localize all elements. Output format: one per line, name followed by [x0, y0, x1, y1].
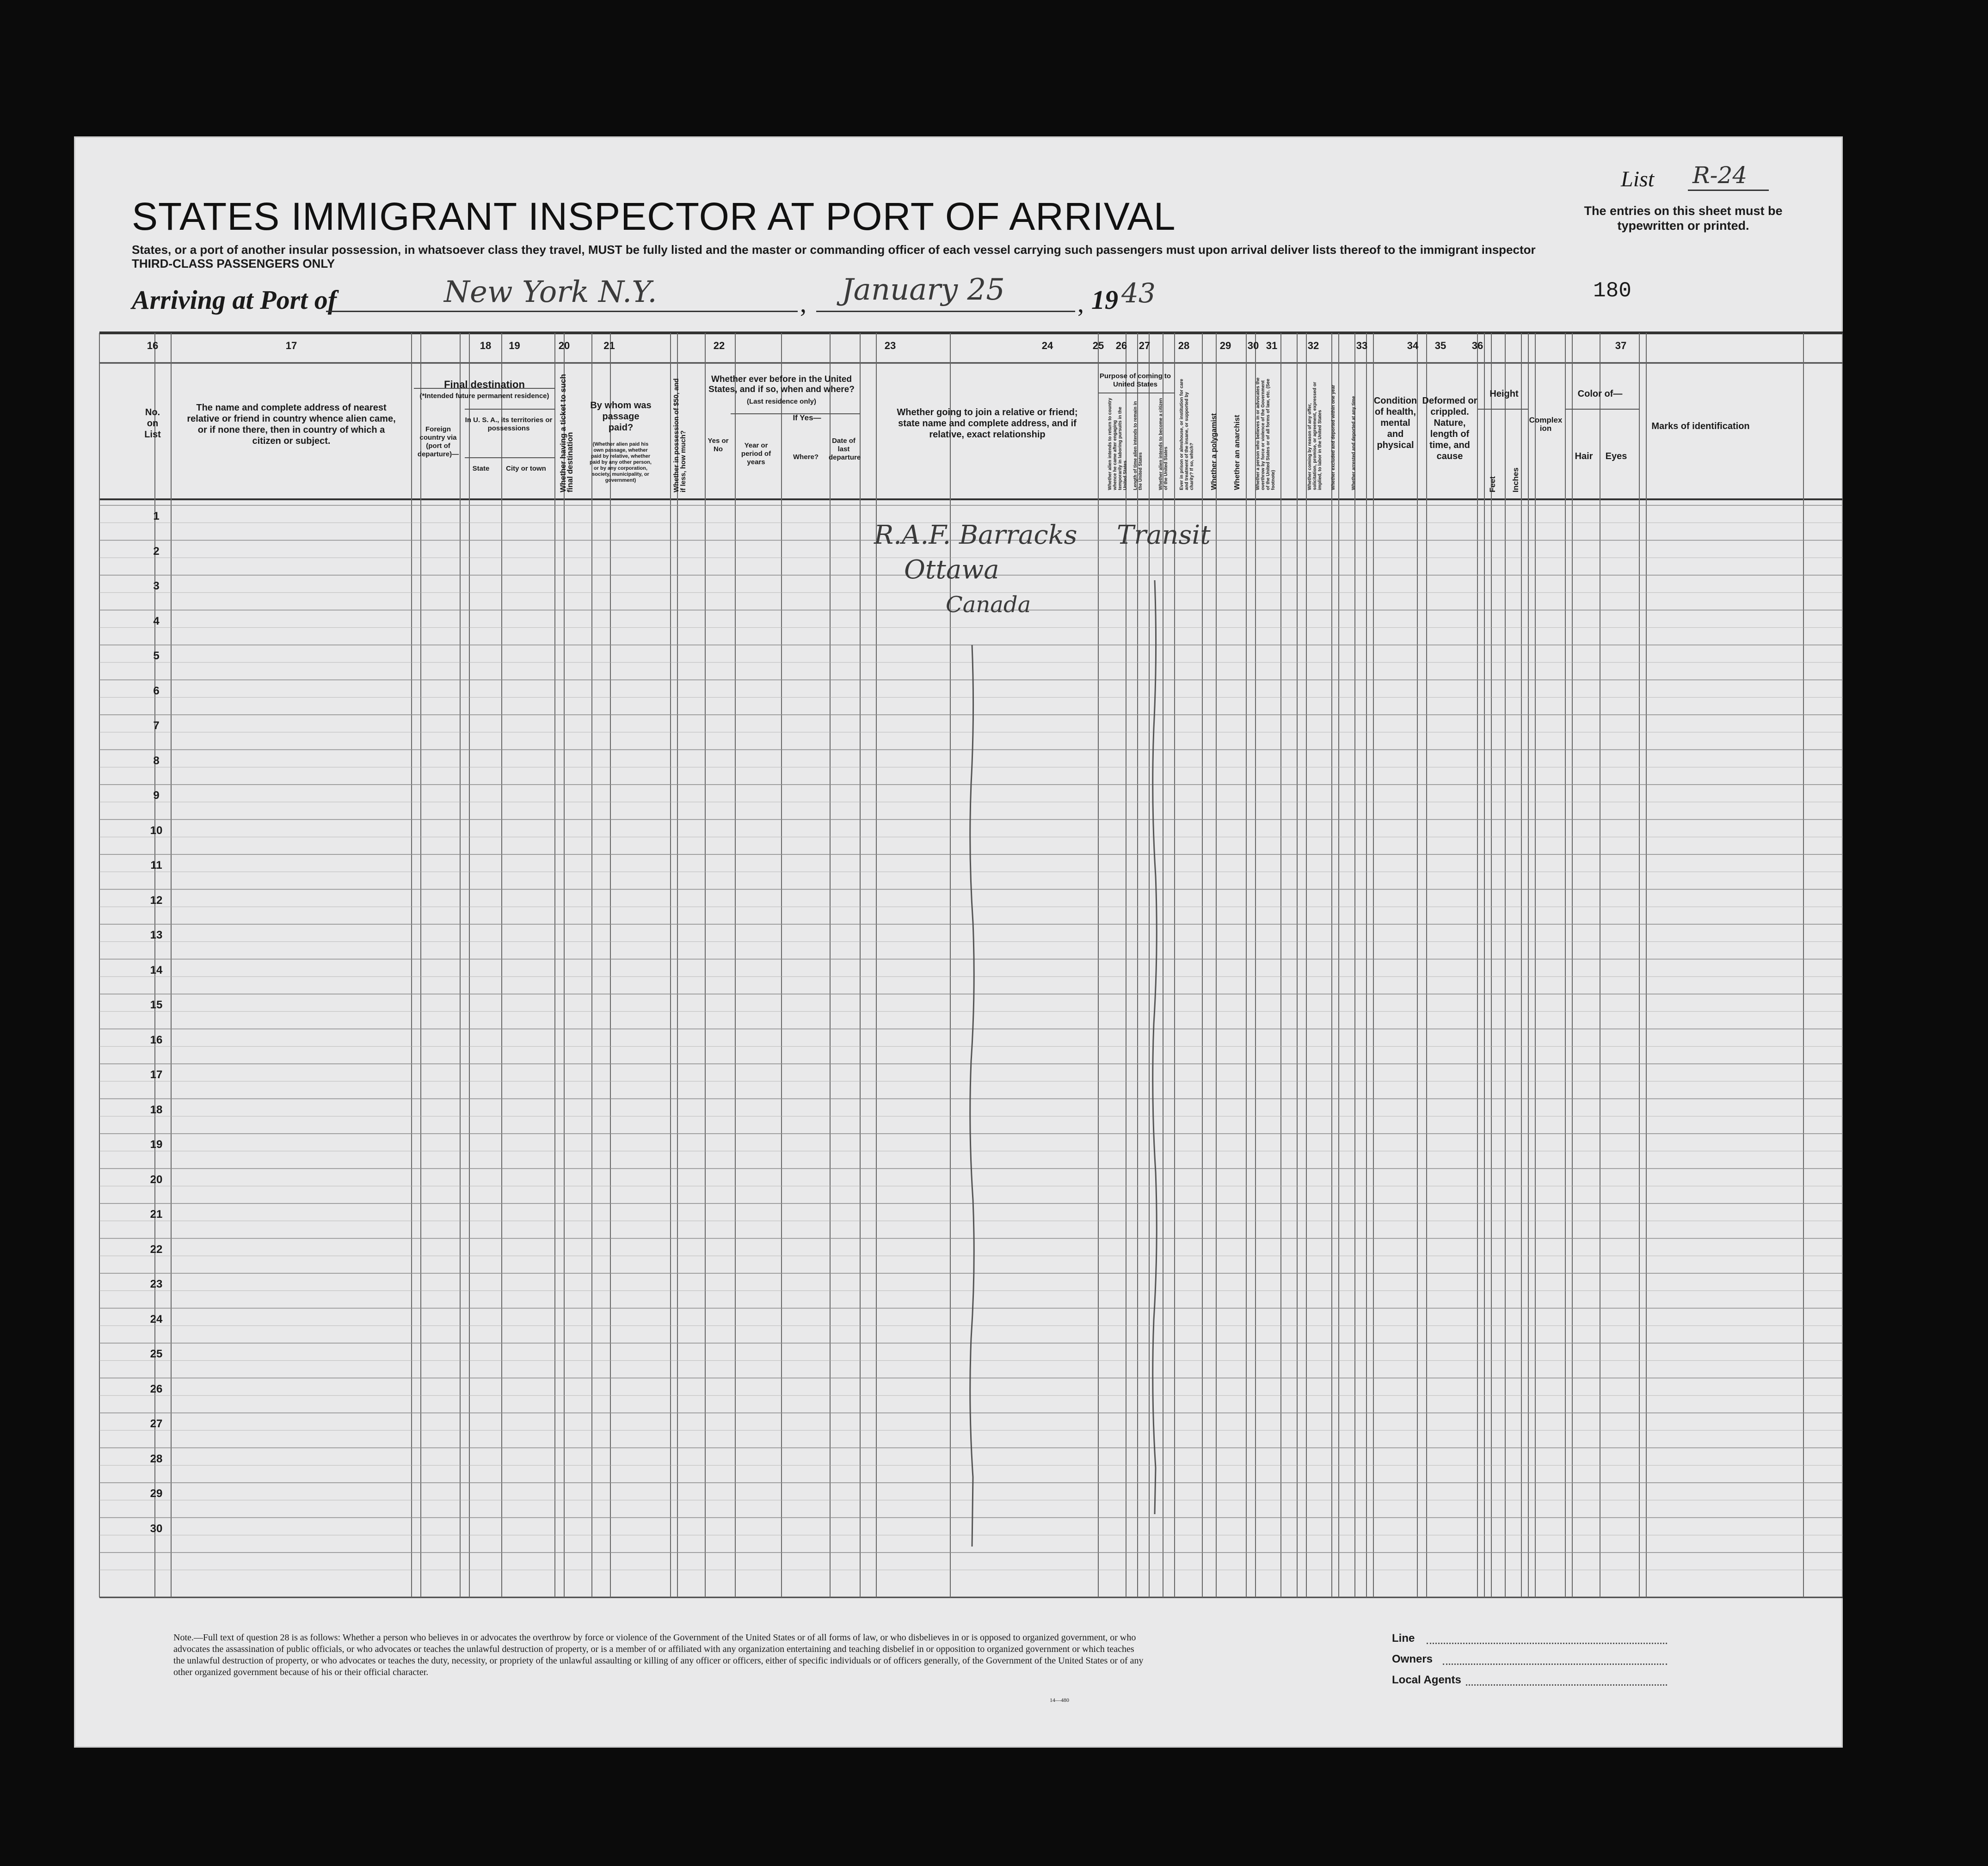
row-number: 28	[150, 1452, 163, 1465]
header-anarchist: Whether an anarchist	[1233, 415, 1241, 490]
header-state: State	[472, 465, 490, 473]
row-number: 7	[153, 719, 160, 732]
row-number: 19	[150, 1138, 163, 1151]
header-polygamist: Whether a polygamist	[1210, 413, 1218, 490]
header-passage-paid-note: (Whether alien paid his own passage, whether paid by relative, whether paid by any other person, or by any corporation, society, municipality, or government)	[590, 442, 652, 483]
col-num-17: 17	[285, 340, 297, 351]
ditto-line	[966, 645, 980, 1547]
col-num-32: 32	[1307, 340, 1319, 351]
header-ticket: Whether having a ticket to such final destination	[559, 374, 574, 492]
passenger-class: THIRD-CLASS PASSENGERS ONLY	[132, 257, 335, 270]
header-health: Condition of health, mental and physical	[1373, 396, 1417, 450]
header-arrested: Whether arrested and deported at any time	[1351, 396, 1356, 490]
row-number: 8	[153, 754, 160, 767]
footer-agents-label: Local Agents	[1392, 1674, 1461, 1686]
row-number: 1	[153, 510, 160, 522]
header-if-yes: If Yes—	[793, 413, 821, 422]
row-number: 6	[153, 684, 160, 697]
header-year-period: Year or period of years	[741, 442, 771, 466]
row-number: 14	[150, 964, 163, 976]
col-num-36: 36	[1471, 340, 1483, 351]
header-prison: Ever in prison or almshouse, or institution for care and treatment of the insane, or supported by charity? If so, which?	[1179, 379, 1194, 490]
manifest-sheet	[74, 136, 1843, 1748]
header-feet: Feet	[1488, 476, 1497, 492]
header-date-last-departure: Date of last departure	[829, 437, 861, 461]
comma: ,	[1077, 289, 1084, 318]
col-num-30: 30	[1247, 340, 1259, 351]
header-hair: Hair	[1575, 451, 1593, 461]
header-purpose-citizen: Whether alien intends to become a citizen of the United States	[1158, 398, 1169, 490]
col-num-20: 20	[558, 340, 570, 351]
header-city: City or town	[506, 465, 546, 473]
row-number: 23	[150, 1278, 163, 1290]
header-ever-before-note: (Last residence only)	[746, 398, 817, 405]
row-number: 29	[150, 1487, 163, 1500]
form-number: 14—480	[1050, 1697, 1069, 1703]
typewritten-note: The entries on this sheet must be typewritten or printed.	[1584, 204, 1783, 233]
year-suffix: 43	[1121, 277, 1156, 309]
list-value: R-24	[1693, 162, 1748, 189]
header-overthrow: Whether a person who believes in or advocates the overthrow by force or violence of the Government of the United States or of all forms of law, etc. (See footnote)	[1256, 377, 1276, 490]
year-prefix: 19	[1091, 285, 1118, 315]
row-number: 15	[150, 999, 163, 1011]
comma: ,	[800, 289, 806, 318]
footer-line-label: Line	[1392, 1632, 1415, 1645]
port-handwritten: New York N.Y.	[444, 275, 657, 309]
row-number: 13	[150, 929, 163, 941]
col-num-24: 24	[1041, 340, 1053, 351]
instructions-line: States, or a port of another insular possession, in whatsoever class they travel, MUST be fully listed and the master or commanding officer of each vessel carrying such passengers must upon arrival deliver lists thereof to the immigrant inspector	[132, 243, 1536, 257]
col-num-25: 25	[1092, 340, 1104, 351]
row-number: 10	[150, 824, 163, 837]
row-number: 16	[150, 1033, 163, 1046]
page-number: 180	[1593, 279, 1631, 303]
header-passage-paid: By whom was passage paid?	[590, 400, 652, 433]
header-purpose: Purpose of coming to United States	[1099, 372, 1171, 388]
col-num-33: 33	[1356, 340, 1368, 351]
col-num-26: 26	[1115, 340, 1127, 351]
col-num-22: 22	[713, 340, 725, 351]
relative-line-3: Canada	[946, 592, 1031, 618]
header-in-usa: In U. S. A., its territories or possessions	[465, 416, 553, 432]
row-number: 12	[150, 894, 163, 907]
header-where: Where?	[793, 453, 819, 461]
col-num-16: 16	[147, 340, 159, 351]
header-nearest-relative: The name and complete address of nearest relative or friend in country whence alien came, or if none there, then in country of which a citizen or subject.	[187, 403, 396, 446]
col-num-37: 37	[1615, 340, 1627, 351]
header-height: Height	[1489, 389, 1519, 399]
col-num-23: 23	[884, 340, 896, 351]
row-number: 22	[150, 1243, 163, 1256]
header-inches: Inches	[1511, 467, 1520, 492]
page-title: STATES IMMIGRANT INSPECTOR AT PORT OF ARRIVAL	[132, 195, 1176, 238]
header-labor-offer: Whether coming by reason of any offer, solicitation, promise, or agreement, expressed or implied, to labor in the United States	[1307, 382, 1323, 490]
ditto-line	[1149, 580, 1163, 1514]
header-purpose-length: Length of time alien intends to remain in the United States	[1133, 401, 1143, 490]
row-number: 18	[150, 1103, 163, 1116]
header-ever-before: Whether ever before in the United States, and if so, when and where?	[708, 374, 855, 394]
header-final-destination: Final destination	[444, 379, 525, 390]
row-number: 26	[150, 1382, 163, 1395]
footnote: Note.—Full text of question 28 is as follows: Whether a person who believes in or advocates the overthrow by force or violence of the Government of the United States or of all forms of law, or who disbelieves in or is opposed to organized government, or who advocates the assassination of public officials, or who advocates or teaches the unlawful destruction of property, or is a member of or affiliated with any organization entertaining and teaching disbelief in or opposition to organized government or which teaches the unlawful destruction of property, or who advocates or teaches the duty, necessity, or propriety of the unlawful assaulting or killing of any officer or officers, either of specific individuals or of officers generally, of the Government of the United States or of any other organized government because of his or their official character.	[173, 1633, 1144, 1677]
header-foreign-country: Foreign country via (port of departure)—	[417, 425, 459, 458]
header-eyes: Eyes	[1605, 451, 1627, 461]
relative-line-2: Ottawa	[904, 555, 999, 585]
row-number: 24	[150, 1313, 163, 1326]
header-purpose-return: Whether alien intends to return to country whence he came after engaging temporarily in laboring pursuits in the United States	[1108, 398, 1128, 490]
col-num-27: 27	[1139, 340, 1151, 351]
col-num-34: 34	[1407, 340, 1419, 351]
col-num-35: 35	[1434, 340, 1446, 351]
header-color-of: Color of—	[1577, 389, 1623, 399]
row-number: 21	[150, 1208, 163, 1221]
row-number: 20	[150, 1173, 163, 1186]
row-number: 11	[150, 859, 162, 872]
header-join-relative: Whether going to join a relative or friend; state name and complete address, and if relative, exact relationship	[897, 407, 1078, 440]
footer-owners-label: Owners	[1392, 1653, 1433, 1665]
row-number: 17	[150, 1068, 163, 1081]
col-num-28: 28	[1178, 340, 1190, 351]
relative-line-1: R.A.F. Barracks	[874, 520, 1077, 550]
col-num-29: 29	[1219, 340, 1231, 351]
row-number: 30	[150, 1522, 163, 1535]
header-excluded: Whether excluded and deported within one year	[1331, 385, 1336, 490]
row-number: 2	[153, 545, 160, 558]
header-yes-or-no: Yes or No	[708, 437, 729, 453]
header-final-destination-note: (*Intended future permanent residence)	[419, 392, 549, 400]
col-num-21: 21	[603, 340, 615, 351]
header-fifty-dollars: Whether in possession of $50, and if less, how much?	[672, 378, 687, 492]
header-complexion: Complexion	[1529, 416, 1563, 433]
manifest-grid	[74, 136, 1843, 1748]
purpose-handwritten: Transit	[1117, 520, 1211, 550]
list-label: List	[1621, 167, 1655, 191]
date-handwritten: January 25	[842, 273, 1005, 307]
col-num-18: 18	[480, 340, 492, 351]
row-number: 3	[153, 580, 160, 592]
col-num-19: 19	[509, 340, 520, 351]
arriving-port-label: Arriving at Port of	[132, 285, 337, 315]
col-num-31: 31	[1266, 340, 1278, 351]
row-number: 25	[150, 1348, 163, 1360]
header-deformed: Deformed or crippled. Nature, length of time, and cause	[1422, 396, 1477, 461]
row-number: 4	[153, 614, 160, 627]
header-no-on-list: No. on List	[144, 407, 161, 440]
row-number: 27	[150, 1418, 163, 1430]
row-number: 5	[153, 650, 160, 662]
header-marks: Marks of identification	[1651, 421, 1750, 431]
row-number: 9	[153, 789, 160, 802]
